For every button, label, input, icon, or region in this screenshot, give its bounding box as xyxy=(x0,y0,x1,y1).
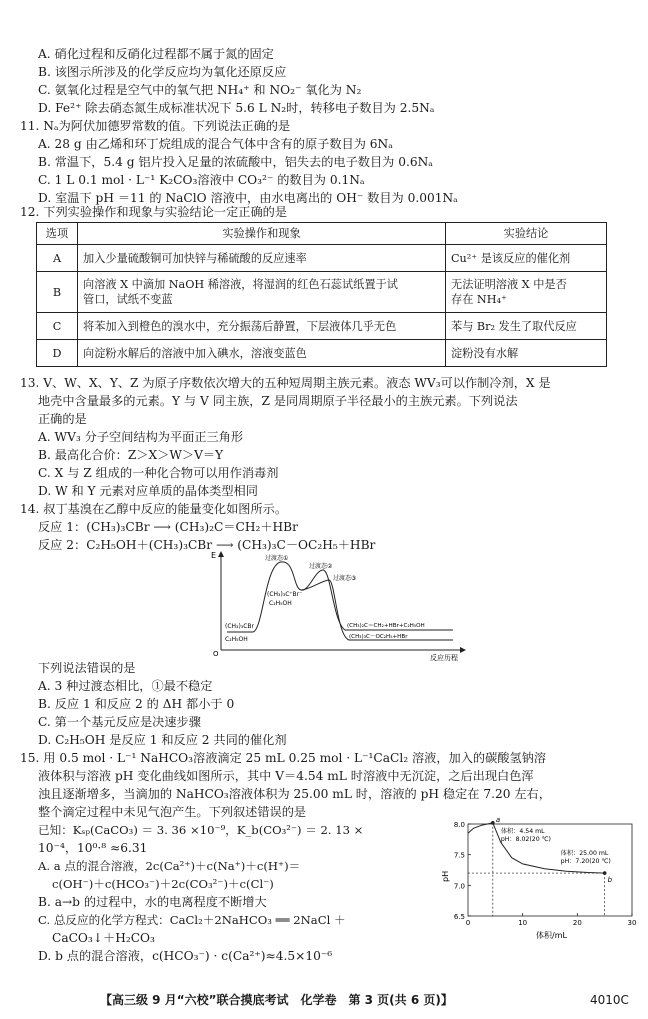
cell-operation: 向淀粉水解后的溶液中加入碘水，溶液变蓝色 xyxy=(78,340,446,367)
product-label-1: (CH₃)₂C＝CH₂+HBr+C₂H₅OH xyxy=(347,623,425,629)
x-tick-label: 20 xyxy=(572,919,582,927)
header-conclusion: 实验结论 xyxy=(446,223,607,245)
q15-stem-line3: 浊且逐渐增多，当滴加的 NaHCO₃溶液体积为 25.00 mL 时，溶液的 pH 稳定在 7.20 左右， xyxy=(38,787,551,801)
q11-stem: 11. Nₐ为阿伏加德罗常数的值。下列说法正确的是 xyxy=(20,119,291,133)
cell-conclusion: Cu²⁺ 是该反应的催化剂 xyxy=(446,245,607,272)
q13-stem-line3: 正确的是 xyxy=(38,412,87,426)
cell-text: 无法证明溶液 X 中是否 xyxy=(451,278,567,291)
q11-option-b: B. 常温下，5.4 g 铝片投入足量的浓硫酸中，铝失去的电子数目为 0.6Nₐ xyxy=(38,155,433,169)
product-label-2: (CH₃)₃C－OC₂H₅+HBr xyxy=(349,634,408,640)
cell-text: 向溶液 X 中滴加 NaOH 稀溶液，将湿润的红色石蕊试纸置于试 xyxy=(83,278,398,291)
q15-option-c-line2: CaCO₃↓＋H₂CO₃ xyxy=(52,931,155,945)
table-row xyxy=(37,245,607,272)
table-row xyxy=(37,272,607,313)
q13-option-b: B. 最高化合价：Z＞X＞W＞V＝Y xyxy=(38,448,224,462)
point-label: a xyxy=(495,816,501,824)
footer-code: 4010C xyxy=(590,993,629,1007)
q14-option-d: D. C₂H₅OH 是反应 1 和反应 2 共同的催化剂 xyxy=(38,733,287,747)
x-tick-label: 10 xyxy=(518,919,528,927)
q15-option-d: D. b 点的混合溶液，c(HCO₃⁻) · c(Ca²⁺)≈4.5×10⁻⁶ xyxy=(38,949,333,963)
cell-operation: 将苯加入到橙色的溴水中，充分振荡后静置，下层液体几乎无色 xyxy=(78,313,446,340)
cell-conclusion: 苯与 Br₂ 发生了取代反应 xyxy=(446,313,607,340)
q14-reaction-2: 反应 2：C₂H₅OH＋(CH₃)₃CBr ⟶ (CH₃)₃C－OC₂H₅＋HBr xyxy=(38,538,376,552)
data-point xyxy=(603,871,607,875)
ph-titration-chart xyxy=(440,816,640,940)
q14-ask: 下列说法错误的是 xyxy=(38,661,136,675)
energy-diagram xyxy=(205,550,470,662)
energy-axis-label: E xyxy=(211,551,217,560)
q14-stem: 14. 叔丁基溴在乙醇中反应的能量变化如图所示。 xyxy=(20,502,288,516)
q15-known-line2: 10⁻⁴，10⁰·⁸ ≈6.31 xyxy=(38,841,148,855)
q13-stem-line1: 13. V、W、X、Y、Z 为原子序数依次增大的五种短周期主族元素。液态 WV₃可以作制冷剂，X 是 xyxy=(20,376,551,390)
q13-option-d: D. W 和 Y 元素对应单质的晶体类型相同 xyxy=(38,484,258,498)
y-tick-label: 6.5 xyxy=(453,913,465,921)
x-tick-label: 30 xyxy=(627,919,637,927)
annotation-text: 体积：25.00 mL xyxy=(560,850,609,858)
table-row xyxy=(37,313,607,340)
cell-operation: 加入少量硫酸铜可加快锌与稀硫酸的反应速率 xyxy=(78,245,446,272)
q10-option-a: A. 硝化过程和反硝化过程都不属于氮的固定 xyxy=(38,47,274,61)
q14-option-c: C. 第一个基元反应是决速步骤 xyxy=(38,715,201,729)
q13-stem-line2: 地壳中含量最多的元素。Y 与 V 同主族，Z 是同周期原子半径最小的主族元素。下列说法 xyxy=(38,394,518,408)
reactant-label-1: (CH₃)₃CBr xyxy=(225,623,254,630)
annotation-text: pH：8.02(20 ℃) xyxy=(500,836,551,843)
table-row xyxy=(37,340,607,367)
q11-option-c: C. 1 L 0.1 mol · L⁻¹ K₂CO₃溶液中 CO₃²⁻ 的数目为 0.1Nₐ xyxy=(38,173,365,187)
x-tick-label: 0 xyxy=(465,919,471,927)
y-axis-title: pH xyxy=(441,870,450,882)
intermediate-label-1: (CH₃)₃C⁺Br⁻ xyxy=(267,591,303,598)
y-tick-label: 8.0 xyxy=(453,821,465,829)
cell-option: D xyxy=(37,340,78,367)
q14-reaction-1: 反应 1：(CH₃)₃CBr ⟶ (CH₃)₂C＝CH₂＋HBr xyxy=(38,520,298,534)
cell-option: C xyxy=(37,313,78,340)
q15-stem-line2: 液体积与溶液 pH 变化曲线如图所示，其中 V＝4.54 mL 时溶液中无沉淀，之后出现白色浑 xyxy=(38,769,534,783)
ts3-label: 过渡态③ xyxy=(333,575,357,582)
y-tick-label: 7.5 xyxy=(453,851,465,860)
cell-operation xyxy=(78,272,446,313)
q15-option-b: B. a→b 的过程中，水的电离程度不断增大 xyxy=(38,895,267,909)
q10-option-d: D. Fe²⁺ 除去硝态氮生成标准状况下 5.6 L N₂时，转移电子数目为 2.5Nₐ xyxy=(38,101,435,115)
x-axis-title: 体积/mL xyxy=(536,931,567,940)
intermediate-label-2: C₂H₅OH xyxy=(269,600,292,607)
q14-option-a: A. 3 种过渡态相比，①最不稳定 xyxy=(38,679,213,693)
table-header-row xyxy=(37,223,607,245)
y-tick-label: 7.0 xyxy=(453,882,465,891)
header-option: 选项 xyxy=(37,223,78,245)
ts2-label: 过渡态② xyxy=(309,563,333,570)
q15-stem-line1: 15. 用 0.5 mol · L⁻¹ NaHCO₃溶液滴定 25 mL 0.25 mol · L⁻¹CaCl₂ 溶液，加入的碳酸氢钠溶 xyxy=(20,751,547,765)
q13-option-c: C. X 与 Z 组成的一种化合物可以用作消毒剂 xyxy=(38,466,279,480)
q11-option-d: D. 室温下 pH ＝11 的 NaClO 溶液中，由水电离出的 OH⁻ 数目为 0.001Nₐ xyxy=(38,191,458,205)
q15-stem-line4: 整个滴定过程中未见气泡产生。下列叙述错误的是 xyxy=(38,805,307,819)
q15-option-a-line1: A. a 点的混合溶液，2c(Ca²⁺)＋c(Na⁺)＋c(H⁺)＝ xyxy=(38,859,301,873)
cell-option: B xyxy=(37,272,78,313)
annotation-text: 体积：4.54 mL xyxy=(500,828,545,835)
point-label: b xyxy=(607,876,613,885)
cell-option: A xyxy=(37,245,78,272)
data-point xyxy=(491,821,495,825)
energy-curve-branch xyxy=(301,580,453,640)
cell-text: 存在 NH₄⁺ xyxy=(451,293,507,306)
q10-option-c: C. 氨氧化过程是空气中的氧气把 NH₄⁺ 和 NO₂⁻ 氧化为 N₂ xyxy=(38,83,362,97)
q12-stem: 12. 下列实验操作和现象与实验结论一定正确的是 xyxy=(20,205,288,219)
ts1-label: 过渡态① xyxy=(265,555,289,562)
q15-option-a-line2: c(OH⁻)＋c(HCO₃⁻)＋2c(CO₃²⁻)＋c(Cl⁻) xyxy=(52,877,274,891)
origin-label: O xyxy=(213,650,219,658)
cell-conclusion xyxy=(446,272,607,313)
footer-text: 【高三级 9 月“六校”联合摸底考试 化学卷 第 3 页(共 6 页)】 xyxy=(100,993,453,1007)
reactant-label-2: C₂H₅OH xyxy=(225,636,248,643)
q10-option-b: B. 该图示所涉及的化学反应均为氧化还原反应 xyxy=(38,65,287,79)
q15-known-line1: 已知：Kₛₚ(CaCO₃) ＝ 3. 36 ×10⁻⁹，K_b(CO₃²⁻) ＝ 2. 13 × xyxy=(38,823,364,837)
q13-option-a: A. WV₃ 分子空间结构为平面正三角形 xyxy=(38,430,244,444)
cell-conclusion: 淀粉没有水解 xyxy=(446,340,607,367)
q15-option-c-line1: C. 总反应的化学方程式：CaCl₂＋2NaHCO₃ ══ 2NaCl ＋ xyxy=(38,913,346,927)
cell-text: 管口，试纸不变蓝 xyxy=(83,293,173,306)
q11-option-a: A. 28 g 由乙烯和环丁烷组成的混合气体中含有的原子数目为 6Nₐ xyxy=(38,137,393,151)
header-operation: 实验操作和现象 xyxy=(78,223,446,245)
annotation-text: pH：7.20(20 ℃) xyxy=(560,858,611,866)
q14-option-b: B. 反应 1 和反应 2 的 ΔH 都小于 0 xyxy=(38,697,235,711)
q12-table xyxy=(36,222,607,367)
progress-axis-label: 反应历程 xyxy=(430,654,458,662)
